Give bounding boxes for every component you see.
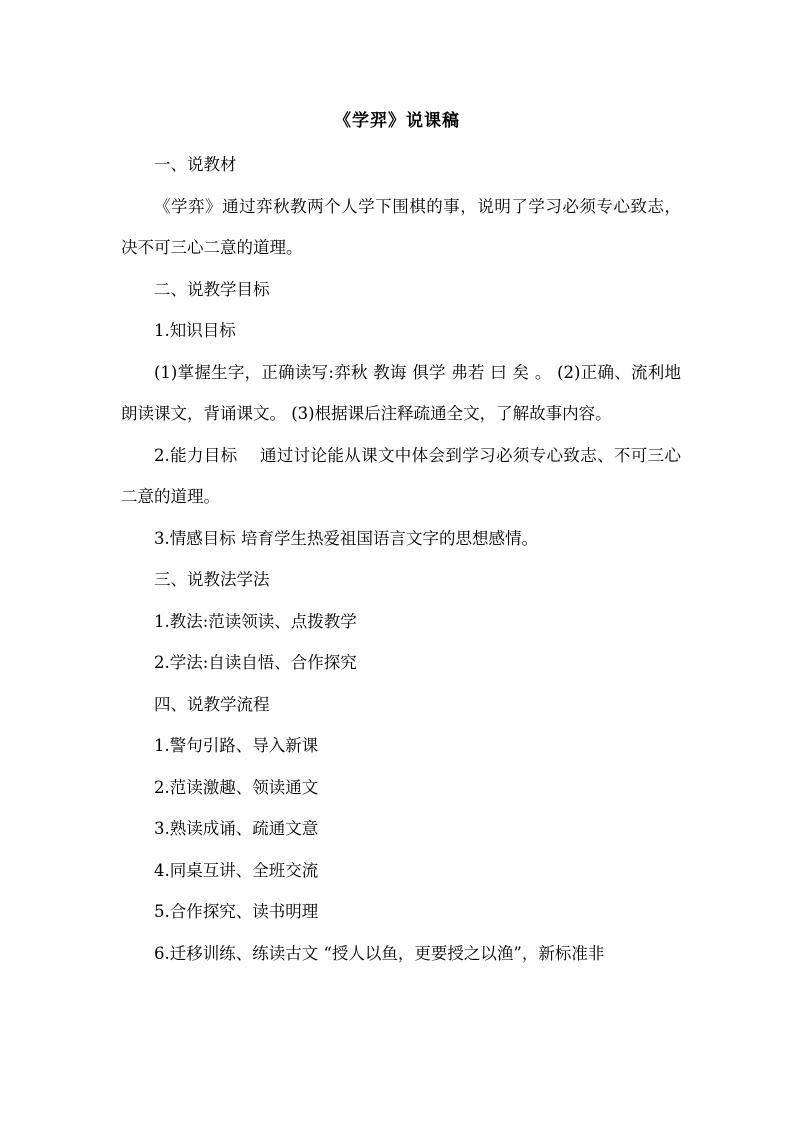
- list-item-process-4: 4.同桌互讲、全班交流: [154, 860, 319, 880]
- paragraph-ability-goal: 2.能力目标 通过讨论能从课文中体会到学习必须专心致志、不可三心二意的道理。: [121, 445, 681, 506]
- list-item-learning-method: 2.学法:自读自悟、合作探究: [154, 653, 357, 672]
- list-item-teaching-method: 1.教法:范读领读、点拨教学: [154, 611, 357, 631]
- paragraph-emotion-goal: 3.情感目标 培育学生热爱祖国语言文字的思想感情。: [154, 528, 538, 548]
- heading-teaching-methods: 三、说教法学法: [154, 570, 270, 589]
- heading-teaching-goals: 二、说教学目标: [154, 279, 270, 299]
- list-item-process-5: 5.合作探究、读书明理: [154, 902, 319, 921]
- document-body: [121, 144, 681, 974]
- paragraph-knowledge-goal: (1)掌握生字，正确读写:弈秋 教诲 俱学 弗若 曰 矣 。 (2)正确、流利地朗读课文，背诵课文。 (3)根据课后注释疏通全文，了解故事内容。: [121, 362, 681, 423]
- document-title: 《学羿》说课稿: [334, 111, 460, 131]
- list-item-process-6: 6.迁移训练、练读古文 “授人以鱼，更要授之以渔”，新标准非: [154, 943, 605, 963]
- paragraph-material-summary: 《学弈》通过弈秋教两个人学下围棋的事，说明了学习必须专心致志，决不可三心二意的道理。: [121, 196, 681, 257]
- subheading-knowledge-goal: 1.知识目标: [154, 321, 236, 340]
- list-item-process-3: 3.熟读成诵、疏通文意: [154, 819, 319, 838]
- list-item-process-1: 1.警句引路、导入新课: [154, 736, 319, 755]
- heading-teaching-material: 一、说教材: [154, 155, 237, 174]
- list-item-process-2: 2.范读激趣、领读通文: [154, 777, 319, 797]
- heading-teaching-process: 四、说教学流程: [154, 694, 270, 714]
